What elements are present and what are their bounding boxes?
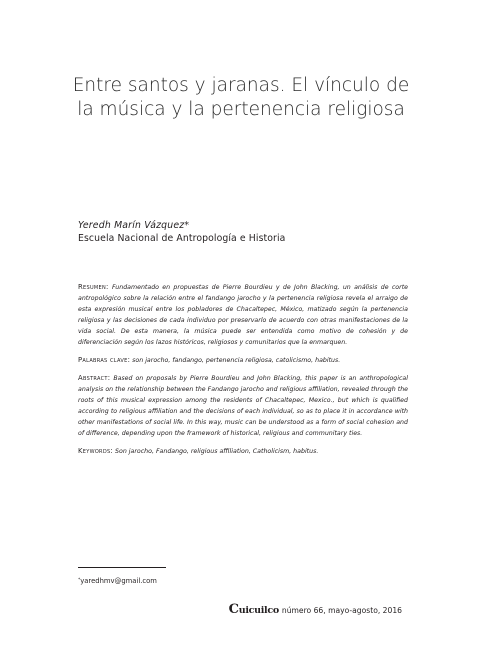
palabras-clave-text: son jarocho, fandango, pertenencia religiosa, catolicismo, habitus. [132, 357, 341, 364]
author-affiliation: Escuela Nacional de Antropología e Historia [78, 233, 286, 244]
footnote-marker: * [78, 578, 81, 583]
footnote [78, 577, 157, 585]
keywords-paragraph [78, 446, 408, 457]
footnote-email[interactable]: yaredhmv@gmail.com [80, 577, 157, 585]
author-name: Yeredh Marín Vázquez* [78, 220, 190, 231]
issue-info: número 66, mayo-agosto, 2016 [281, 606, 402, 615]
keywords-text: Son jarocho, Fandango, religious affiliation, Catholicism, habitus. [115, 448, 319, 455]
footnote-divider [78, 567, 166, 568]
abstract-text: Based on proposals by Pierre Bourdieu and John Blacking, this paper is an anthropological analysis on the relationship between the Fandango jarocho and religious affiliation, revealed through the roots of this musical expression among the residents of Chacaltepec, Mexico., but which is qualified according to religious affiliation and the decisions of each individual, so as to place it in accordance with other manifestations of social life. In this way, music can be understood as a form of social cohesion and of difference, depending upon the framework of historical, religious and communitary ties. [78, 375, 408, 437]
resumen-paragraph [78, 282, 408, 348]
title-line-1: Entre santos y jaranas. El vínculo de [72, 75, 410, 96]
journal-logo: Cuicuilco [228, 602, 279, 617]
palabras-clave-paragraph [78, 355, 408, 366]
author-block [78, 219, 285, 245]
title-line-2: la música y la pertenencia religiosa [77, 99, 405, 120]
resumen-text: Fundamentado en propuestas de Pierre Bourdieu y de John Blacking, un análisis de corte antropológico sobre la relación entre el fandango jarocho y la pertenencia religiosa revela el arraigo de esta expresión musical entre los pobladores de Chacaltepec, México, matizado según la pertenencia religiosa y las decisiones de cada individuo por preservarlo de acuerdo con otras manifestaciones de la vida social. De esta manera, la música puede ser entendida como motivo de cohesión y de diferenciación según los lazos históricos, religiosos y comunitarios que la enmarquen. [78, 284, 408, 346]
palabras-clave-label: Palabras clave: [78, 356, 131, 364]
resumen-label: Resumen: [78, 283, 109, 291]
abstract-paragraph [78, 373, 408, 439]
article-title [50, 74, 432, 122]
page-footer [229, 602, 402, 617]
abstract-section [78, 282, 408, 466]
abstract-label: Abstract: [78, 374, 111, 382]
keywords-label: Keywords: [78, 447, 114, 455]
